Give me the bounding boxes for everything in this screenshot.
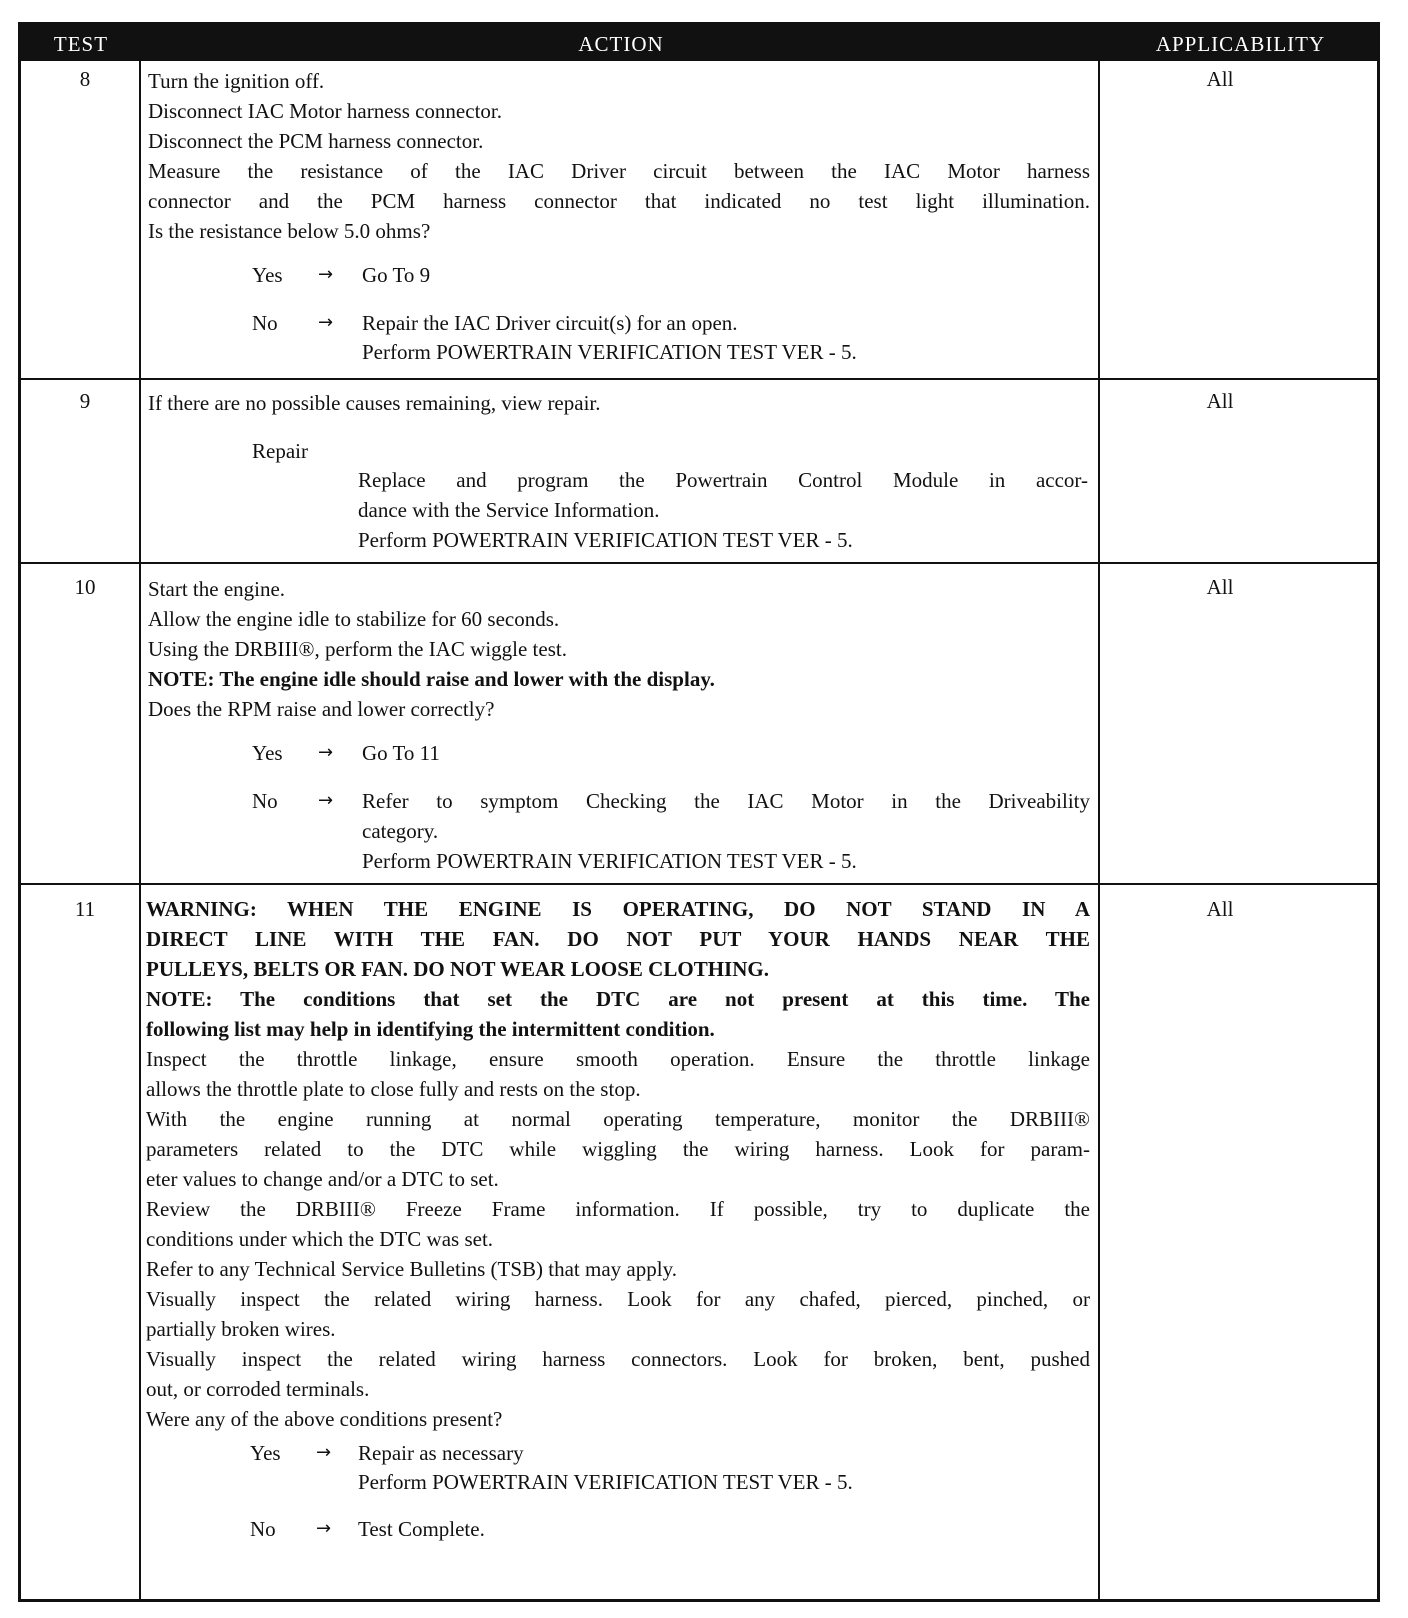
repair-line: Perform POWERTRAIN VERIFICATION TEST VER - 5. <box>358 528 853 552</box>
header-applicability: APPLICABILITY <box>1155 32 1326 56</box>
column-divider <box>1098 61 1100 1599</box>
arrow-icon: → <box>318 264 334 285</box>
note-line: NOTE: The engine idle should raise and lower with the display. <box>148 667 715 691</box>
repair-line: dance with the Service Information. <box>358 498 660 522</box>
yes-result: Go To 9 <box>362 263 431 287</box>
arrow-icon: → <box>316 1442 332 1463</box>
repair-label: Repair <box>252 439 308 463</box>
no-label: No <box>252 789 278 813</box>
action-line: parameters related to the DTC while wiggling the wiring harness. Look for param- <box>146 1137 1090 1161</box>
row-10-action <box>148 574 715 724</box>
header-test: TEST <box>53 32 109 56</box>
action-line: Is the resistance below 5.0 ohms? <box>148 219 431 243</box>
action-line: Measure the resistance of the IAC Driver circuit between the IAC Motor harness <box>148 159 1090 183</box>
action-line: connector and the PCM harness connector that indicated no test light illumination. <box>148 189 1090 213</box>
no-label: No <box>252 311 278 335</box>
action-line: Start the engine. <box>148 577 286 601</box>
action-line: Visually inspect the related wiring harness. Look for any chafed, pierced, pinched, or <box>146 1287 1090 1311</box>
warning-line: PULLEYS, BELTS OR FAN. DO NOT WEAR LOOSE CLOTHING. <box>146 957 769 981</box>
yes-result: Repair as necessary <box>358 1441 524 1465</box>
row-9-action <box>148 388 601 418</box>
no-result-line: category. <box>362 819 439 843</box>
note-line: NOTE: The conditions that set the DTC are not present at this time. The <box>146 987 1090 1011</box>
test-number: 11 <box>74 897 96 921</box>
no-result: Test Complete. <box>358 1517 485 1541</box>
row-8-action <box>148 66 1090 246</box>
action-line: allows the throttle plate to close fully and rests on the stop. <box>146 1077 641 1101</box>
applicability: All <box>1206 897 1234 921</box>
note-line: following list may help in identifying the intermittent condition. <box>146 1017 715 1041</box>
arrow-icon: → <box>316 1518 332 1539</box>
row-divider <box>21 562 1377 564</box>
arrow-icon: → <box>318 312 334 333</box>
action-line: Does the RPM raise and lower correctly? <box>148 697 495 721</box>
yes-label: Yes <box>252 741 283 765</box>
row-divider <box>21 883 1377 885</box>
action-line: partially broken wires. <box>146 1317 336 1341</box>
action-line: Disconnect IAC Motor harness connector. <box>148 99 502 123</box>
no-label: No <box>250 1517 276 1541</box>
test-number: 10 <box>74 575 96 599</box>
no-result: Repair the IAC Driver circuit(s) for an open. <box>362 311 738 335</box>
applicability: All <box>1206 575 1234 599</box>
repair-line: Replace and program the Powertrain Control Module in accor- <box>358 468 1088 492</box>
yes-label: Yes <box>252 263 283 287</box>
applicability: All <box>1206 67 1234 91</box>
test-number: 8 <box>79 67 91 91</box>
action-line: Allow the engine idle to stabilize for 60 seconds. <box>148 607 560 631</box>
test-number: 9 <box>79 389 91 413</box>
no-result-line: Perform POWERTRAIN VERIFICATION TEST VER - 5. <box>362 849 857 873</box>
action-line: Refer to any Technical Service Bulletins (TSB) that may apply. <box>146 1257 677 1281</box>
row-divider <box>21 378 1377 380</box>
action-line: Using the DRBIII®, perform the IAC wiggle test. <box>148 637 567 661</box>
action-line: If there are no possible causes remaining, view repair. <box>148 391 601 415</box>
action-line: Disconnect the PCM harness connector. <box>148 129 484 153</box>
repair-text <box>358 465 1088 555</box>
yes-result: Perform POWERTRAIN VERIFICATION TEST VER - 5. <box>358 1470 853 1494</box>
action-line: Visually inspect the related wiring harness connectors. Look for broken, bent, pushed <box>146 1347 1090 1371</box>
table-header <box>21 25 1377 61</box>
row-11-action <box>146 894 1090 1434</box>
action-line: out, or corroded terminals. <box>146 1377 370 1401</box>
applicability: All <box>1206 389 1234 413</box>
yes-result: Go To 11 <box>362 741 440 765</box>
yes-label: Yes <box>250 1441 281 1465</box>
action-line: With the engine running at normal operating temperature, monitor the DRBIII® <box>146 1107 1090 1131</box>
action-line: Turn the ignition off. <box>148 69 325 93</box>
action-line: Were any of the above conditions present? <box>146 1407 503 1431</box>
arrow-icon: → <box>318 742 334 763</box>
action-line: Inspect the throttle linkage, ensure smooth operation. Ensure the throttle linkage <box>146 1047 1090 1071</box>
header-action: ACTION <box>578 32 664 56</box>
action-line: eter values to change and/or a DTC to set. <box>146 1167 499 1191</box>
action-line: conditions under which the DTC was set. <box>146 1227 494 1251</box>
warning-line: WARNING: WHEN THE ENGINE IS OPERATING, DO NOT STAND IN A <box>146 897 1090 921</box>
no-result <box>362 786 1090 876</box>
warning-line: DIRECT LINE WITH THE FAN. DO NOT PUT YOUR HANDS NEAR THE <box>146 927 1090 951</box>
no-result: Perform POWERTRAIN VERIFICATION TEST VER - 5. <box>362 340 857 364</box>
column-divider <box>139 61 141 1599</box>
no-result-line: Refer to symptom Checking the IAC Motor in the Driveability <box>362 789 1090 813</box>
action-line: Review the DRBIII® Freeze Frame information. If possible, try to duplicate the <box>146 1197 1090 1221</box>
arrow-icon: → <box>318 790 334 811</box>
